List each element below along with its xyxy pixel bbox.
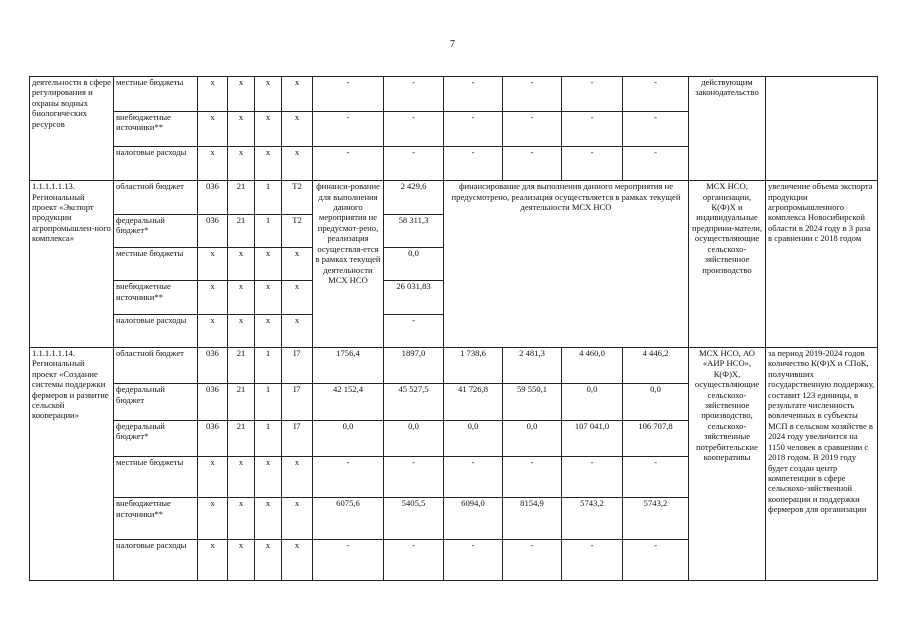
amount-value: - (623, 146, 689, 181)
budget-code: х (255, 247, 282, 280)
budget-code: 21 (228, 384, 255, 420)
budget-code: 036 (198, 420, 228, 456)
budget-code: 036 (198, 214, 228, 247)
amount-value: - (623, 111, 689, 146)
funding-source: федеральный бюджет (114, 384, 198, 420)
budget-code: Т2 (282, 181, 313, 214)
amount-value: 4 446,2 (623, 348, 689, 384)
budget-code: 1 (255, 214, 282, 247)
amount-value: 6094,0 (444, 498, 503, 539)
amount-value: 6075,6 (313, 498, 384, 539)
executor: действующим законодательство (689, 77, 766, 181)
budget-code: I7 (282, 348, 313, 384)
amount-value: 26 031,83 (384, 281, 444, 314)
budget-code: 036 (198, 181, 228, 214)
amount-value: - (444, 77, 503, 112)
amount-value: 8154,9 (503, 498, 562, 539)
budget-code: х (282, 77, 313, 112)
amount-value: - (503, 146, 562, 181)
amount-value: - (562, 77, 623, 112)
budget-code: 1 (255, 420, 282, 456)
budget-code: 21 (228, 420, 255, 456)
budget-code: I7 (282, 420, 313, 456)
expected-result (766, 77, 878, 181)
budget-code: 036 (198, 384, 228, 420)
budget-code: х (282, 111, 313, 146)
budget-code: х (198, 539, 228, 580)
executor: МСХ НСО, АО «АИР НСО», К(Ф)Х, осуществляющие сельскохо-зяйственное производство, сельскохо-зяйственные потребительские кооперативы (689, 348, 766, 581)
budget-code: х (198, 146, 228, 181)
amount-value: 1 738,6 (444, 348, 503, 384)
amount-value: - (623, 456, 689, 497)
amount-value: - (384, 77, 444, 112)
budget-code: х (255, 146, 282, 181)
funding-source: областной бюджет (114, 181, 198, 214)
amount-value: 5405,5 (384, 498, 444, 539)
amount-value: - (384, 111, 444, 146)
amount-value: 2 481,3 (503, 348, 562, 384)
budget-code: 1 (255, 348, 282, 384)
amount-value: - (384, 146, 444, 181)
amount-value: 0,0 (313, 420, 384, 456)
amount-value: 0,0 (623, 384, 689, 420)
funding-source: налоговые расходы (114, 539, 198, 580)
budget-code: х (228, 77, 255, 112)
amount-value: - (384, 539, 444, 580)
budget-code: х (255, 498, 282, 539)
amount-value: - (444, 111, 503, 146)
funding-source: внебюджетные источники** (114, 498, 198, 539)
amount-value: - (503, 111, 562, 146)
amount-value: - (623, 77, 689, 112)
budget-code: х (228, 281, 255, 314)
budget-code: Т2 (282, 214, 313, 247)
budget-code: х (282, 146, 313, 181)
budget-code: 1 (255, 384, 282, 420)
expected-result: за период 2019-2024 годов количество К(Ф)Х и СПоК, получивших государственную поддержку, составит 123 единицы, в результате численность вовлеченных в субъекты МСП в сельском хозяйстве в 2024 году увеличится на 1150 человек в сравнении с 2018 годом. В 2019 году будет создан центр компетенции в сфере сельскохо-зяйственной кооперации и поддержки фермеров для организации (766, 348, 878, 581)
table-row (30, 77, 878, 112)
budget-code: х (228, 498, 255, 539)
budget-code: х (228, 111, 255, 146)
budget-code: х (282, 247, 313, 280)
amount-value: 58 311,3 (384, 214, 444, 247)
budget-code: х (228, 146, 255, 181)
budget-code: х (198, 314, 228, 347)
amount-value: - (562, 456, 623, 497)
executor: МСХ НСО, организации, К(Ф)Х и индивидуальные предприни-матели, осуществляющие сельскохо-зяйственное производство (689, 181, 766, 348)
amount-value: 0,0 (384, 247, 444, 280)
budget-code: х (198, 247, 228, 280)
budget-code: х (255, 281, 282, 314)
funding-source: областной бюджет (114, 348, 198, 384)
measure-name: деятельности в сфере регулирования и охраны водных биологических ресурсов (30, 77, 114, 181)
funding-note-merged: финансирование для выполнения данного мероприятия не предусмотрено, реализация осуществляется в рамках текущей деятельности МСХ НСО (444, 181, 689, 348)
budget-code: 21 (228, 348, 255, 384)
table-row (30, 348, 878, 384)
measure-name: 1.1.1.1.1.14. Региональный проект «Создание системы поддержки фермеров и развитие сельской кооперации» (30, 348, 114, 581)
funding-source: внебюджетные источники** (114, 111, 198, 146)
amount-value: - (313, 456, 384, 497)
amount-value: - (503, 77, 562, 112)
amount-value: - (562, 146, 623, 181)
budget-code: х (255, 314, 282, 347)
amount-value: 2 429,6 (384, 181, 444, 214)
budget-code: х (228, 314, 255, 347)
budget-code: х (198, 111, 228, 146)
budget-code: х (198, 456, 228, 497)
amount-value: 1756,4 (313, 348, 384, 384)
amount-value: - (313, 539, 384, 580)
budget-code: х (282, 281, 313, 314)
amount-value: 0,0 (562, 384, 623, 420)
funding-source: федеральный бюджет* (114, 420, 198, 456)
table-row (30, 181, 878, 214)
budget-code: х (282, 456, 313, 497)
amount-value: 45 527,5 (384, 384, 444, 420)
funding-source: федеральный бюджет* (114, 214, 198, 247)
amount-value: - (503, 456, 562, 497)
amount-value: - (313, 111, 384, 146)
budget-code: х (228, 539, 255, 580)
expected-result: увеличение объема экспорта продукции агропромышленного комплекса Новосибирской области в 2024 году в 3 раза в сравнении с 2018 годом (766, 181, 878, 348)
budget-code: 1 (255, 181, 282, 214)
amount-value: - (384, 456, 444, 497)
budget-code: х (282, 498, 313, 539)
amount-value: - (384, 314, 444, 347)
amount-value: 0,0 (503, 420, 562, 456)
budget-code: х (228, 456, 255, 497)
amount-value: - (444, 456, 503, 497)
budget-code: 21 (228, 181, 255, 214)
amount-value: - (444, 146, 503, 181)
amount-value: 59 550,1 (503, 384, 562, 420)
amount-value: 106 707,8 (623, 420, 689, 456)
funding-source: внебюджетные источники** (114, 281, 198, 314)
amount-value: 0,0 (444, 420, 503, 456)
amount-value: - (444, 539, 503, 580)
amount-value: - (562, 539, 623, 580)
amount-value: 5743,2 (623, 498, 689, 539)
amount-value: 107 041,0 (562, 420, 623, 456)
amount-value: - (623, 539, 689, 580)
amount-value: - (313, 146, 384, 181)
budget-code: х (282, 314, 313, 347)
page-number: 7 (450, 39, 455, 50)
budget-code: х (198, 77, 228, 112)
funding-source: местные бюджеты (114, 456, 198, 497)
amount-value: 42 152,4 (313, 384, 384, 420)
budget-code: х (282, 539, 313, 580)
amount-value: 1897,0 (384, 348, 444, 384)
amount-value: - (313, 77, 384, 112)
amount-value: 0,0 (384, 420, 444, 456)
funding-source: местные бюджеты (114, 77, 198, 112)
budget-code: х (255, 539, 282, 580)
budget-code: х (198, 498, 228, 539)
budget-code: 036 (198, 348, 228, 384)
funding-source: местные бюджеты (114, 247, 198, 280)
amount-value: 4 460,0 (562, 348, 623, 384)
funding-source: налоговые расходы (114, 314, 198, 347)
budget-code: х (255, 456, 282, 497)
amount-value: - (562, 111, 623, 146)
budget-code: х (255, 111, 282, 146)
funding-source: налоговые расходы (114, 146, 198, 181)
budget-code: 21 (228, 214, 255, 247)
funding-note: финанси-рование для выполнения данного мероприятия не предусмот-рено, реализация осуществля-ется в рамках текущей деятельности МСХ НСО (313, 181, 384, 348)
budget-code: х (228, 247, 255, 280)
amount-value: 5743,2 (562, 498, 623, 539)
amount-value: 41 726,8 (444, 384, 503, 420)
measure-name: 1.1.1.1.1.13. Региональный проект «Экспорт продукции агропромышлен-ного комплекса» (30, 181, 114, 348)
budget-code: х (198, 281, 228, 314)
budget-code: х (255, 77, 282, 112)
budget-code: I7 (282, 384, 313, 420)
program-measures-table (29, 76, 878, 581)
amount-value: - (503, 539, 562, 580)
